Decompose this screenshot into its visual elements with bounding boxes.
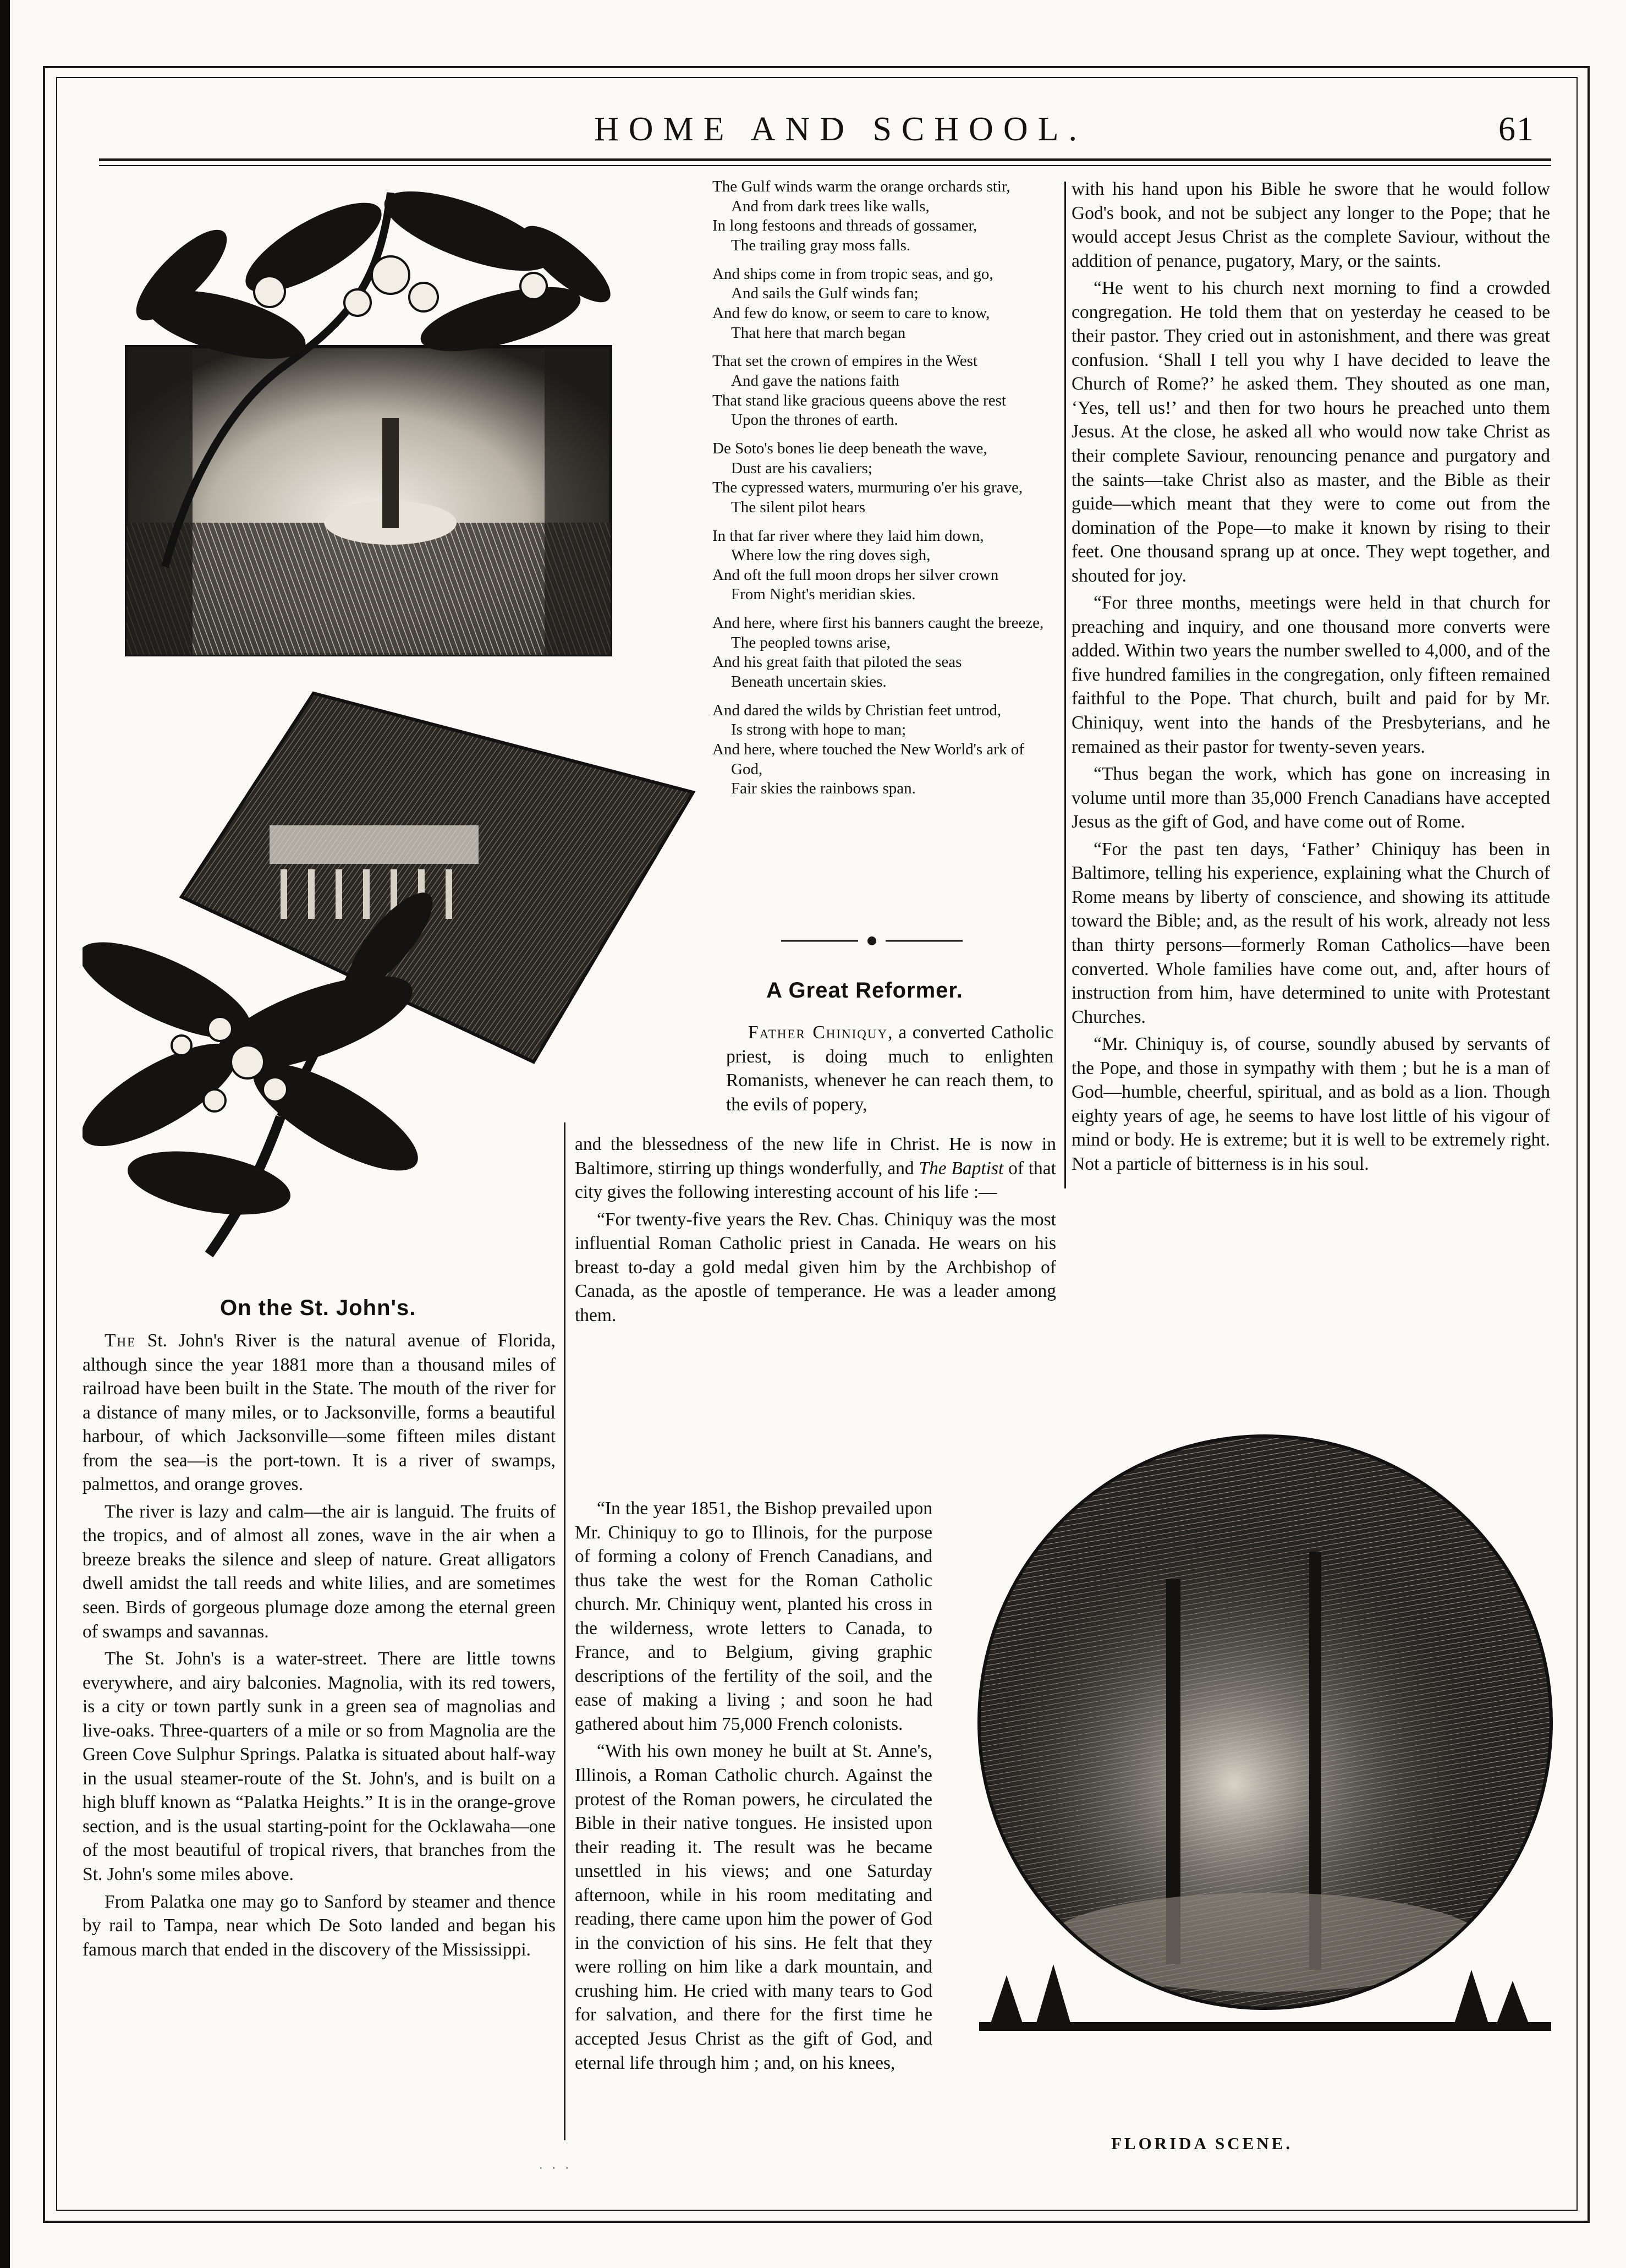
reformer-p1-b: and the blessedness of the new life in Christ. He is now in Baltimore, stirring up things wonderfully, and bbox=[575, 1134, 1056, 1179]
page-header bbox=[138, 105, 1568, 165]
lead-word: The bbox=[105, 1330, 136, 1351]
page-binding-edge bbox=[0, 0, 10, 2268]
poem-line: And gave the nations faith bbox=[731, 371, 900, 390]
poem-stanza bbox=[712, 527, 1053, 605]
poem-line: De Soto's bones lie deep beneath the wave, bbox=[712, 439, 987, 457]
poem-stanza bbox=[712, 352, 1053, 430]
reformer-paragraph: “For twenty-five years the Rev. Chas. Chiniquy was the most influential Roman Catholic priest in Canada. He wears on his breast to-day a gold medal given him by the Archbishop of Canada, as the apostle of temperance. He was a leader among them. bbox=[575, 1209, 1056, 1325]
column-rule-right bbox=[1064, 182, 1066, 1188]
poem-line: The trailing gray moss falls. bbox=[731, 236, 911, 254]
reformer-p1-c: of that city gives the following interesting account of his life :— bbox=[575, 1158, 1056, 1203]
poem-line: Fair skies the rainbows span. bbox=[731, 780, 916, 798]
poem-stanza bbox=[712, 177, 1053, 256]
poem-line: In long festoons and threads of gossamer, bbox=[712, 217, 977, 235]
poem-line: In that far river where they laid him down, bbox=[712, 527, 984, 545]
poem-line: That set the crown of empires in the West bbox=[712, 352, 977, 370]
orange-blossom-illustration bbox=[83, 182, 710, 1282]
reformer-column-c bbox=[1072, 177, 1550, 1179]
reformer-column-a bbox=[575, 1132, 1056, 1330]
poem-line: The silent pilot hears bbox=[731, 498, 866, 516]
poem-line: That here that march began bbox=[731, 324, 906, 342]
poem-line: From Night's meridian skies. bbox=[731, 585, 916, 604]
running-head: HOME AND SCHOOL. bbox=[594, 111, 1087, 148]
reformer-p1-a: , a converted Catholic priest, is doing much to enlighten Romanists, whenever he can reach them, to the evils of popery, bbox=[726, 1022, 1053, 1115]
poem-line: Dust are his cavaliers; bbox=[731, 459, 872, 477]
st-johns-paragraph: From Palatka one may go to Sanford by steamer and thence by rail to Tampa, near which De Soto landed and began his famous march that ended in the discovery of the Mississippi. bbox=[83, 1891, 556, 1960]
reformer-paragraph: “For three months, meetings were held in that church for preaching and inquiry, and one thousand more converts were added. Within two years the number swelled to 4,000, and of the five hundred families in the congregation, only fifteen remained faithful to the Pope. That church, built and paid for by Mr. Chiniquy, went into the hands of the Presbyterians, and he remained as their pastor for twenty-seven years. bbox=[1072, 593, 1550, 757]
reformer-paragraph: “He went to his church next morning to find a crowded congregation. He told them that on yesterday he ceased to be their pastor. They cried out in astonishment, and there was great confusion. ‘Shall I tell you why I have decided to leave the Church of Rome?’ he asked them. They shouted as one man, ‘Yes, tell us!’ and then for two hours he preached unto them Jesus. At the close, he asked all who would now take Christ as their complete Saviour, renouncing penance and purgatory and the saints—take Christ also as master, and the Bible as their guide—which meant that they were to come out from the domination of the Pope—to make it known by rising to their feet. One thousand sprang up at once. They wept together, and shouted for joy. bbox=[1072, 278, 1550, 586]
reformer-paragraph: “Mr. Chiniquy is, of course, soundly abused by servants of the Pope, and those in sympathy with them ; but he is a man of God—humble, cheerful, spiritual, and as bold as a lion. Though eighty years of age, he seems to have lost little of his vigour of mind or body. He is extreme; but it is well to be extremely right. Not a particle of bitterness is in his soul. bbox=[1072, 1034, 1550, 1174]
poem-line: And oft the full moon drops her silver crown bbox=[712, 566, 999, 584]
header-rule bbox=[99, 158, 1551, 161]
poem-line: And dared the wilds by Christian feet untrod, bbox=[712, 701, 1002, 719]
poem-line: And sails the Gulf winds fan; bbox=[731, 284, 919, 303]
poem-line: And from dark trees like walls, bbox=[731, 197, 930, 215]
reformer-paragraph: “For the past ten days, ‘Father’ Chiniquy has been in Baltimore, telling his experience, explaining what the Church of Rome means by liberty of conscience, and showing its attitude toward the Bible; and, as the result of his work, already not less than thirty persons—formerly Roman Catholics—have been converted. Whole families have come out, and, after hours of instruction from him, have determined to unite with Protestant Churches. bbox=[1072, 839, 1550, 1027]
reformer-paragraph: with his hand upon his Bible he swore that he would follow God's book, and not be subject any longer to the Pope; that he would accept Jesus Christ as the complete Saviour, without the addition of penance, pugatory, Mary, or the saints. bbox=[1072, 179, 1550, 271]
st-johns-column bbox=[83, 1329, 556, 1965]
article-title-st-johns: On the St. John's. bbox=[220, 1296, 416, 1320]
reformer-intro-narrow bbox=[726, 1021, 1053, 1116]
newspaper-name: The Baptist bbox=[919, 1158, 1004, 1179]
reformer-column-b bbox=[575, 1497, 932, 2078]
poem-line: And ships come in from tropic seas, and go, bbox=[712, 265, 993, 283]
poem-line: Beneath uncertain skies. bbox=[731, 673, 887, 691]
poem-line: That stand like gracious queens above the rest bbox=[712, 391, 1006, 409]
poem-line: And his great faith that piloted the seas bbox=[712, 653, 962, 671]
reformer-paragraph: “In the year 1851, the Bishop prevailed upon Mr. Chiniquy to go to Illinois, for the purpose of forming a colony of French Canadians, and thus take the west for the Roman Catholic church. Mr. Chiniquy went, planted his cross in the wilderness, wrote letters to Canada, to France, and to Belgium, giving graphic descriptions of the fertility of the soil, and the ease of making a living ; and soon he had gathered about him 75,000 French colonists. bbox=[575, 1498, 932, 1734]
page-number: 61 bbox=[1498, 111, 1535, 148]
poem-line: The Gulf winds warm the orange orchards stir, bbox=[712, 178, 1010, 195]
poem-line: And few do know, or seem to care to know, bbox=[712, 304, 990, 322]
page-foot-marks: · · · bbox=[539, 2162, 572, 2174]
poem-line: Upon the thrones of earth. bbox=[731, 411, 898, 429]
reformer-paragraph: “With his own money he built at St. Anne's, Illinois, a Roman Catholic church. Against the protest of the Roman powers, he circulated the Bible in their native tongues. He insisted upon their reading it. The result was he became unsettled in his views; and one Saturday afternoon, while in his room meditating and reading, there came upon him the power of God in the conviction of his sins. He felt that they were rolling on him like a dark mountain, and crushing him. He cried with many tears to God for salvation, and there for the first time he accepted Jesus Christ as the gift of God, and eternal life through him ; and, on his knees, bbox=[575, 1741, 932, 2073]
poem-line: The cypressed waters, murmuring o'er his grave, bbox=[712, 479, 1023, 497]
poem-stanza bbox=[712, 613, 1053, 692]
poem bbox=[712, 177, 1053, 808]
st-johns-p1: St. John's River is the natural avenue of Florida, although since the year 1881 more than a thousand miles of railroad have been built in the State. The mouth of the river for a distance of many miles, or to Jacksonville, forms a beautiful harbour, of which Jacksonville—some fifteen miles distant from the sea—is the port-town. It is a river of swamps, palmettos, and orange groves. bbox=[83, 1330, 556, 1495]
poem-line: Is strong with hope to man; bbox=[731, 721, 907, 739]
st-johns-paragraph: The St. John's is a water-street. There are little towns everywhere, and airy balconies. Magnolia, with its red towers, is a city or town partly sunk in a green sea of magnolias and live-oaks. Three-quarters of a mile or so from Magnolia are the Green Cove Sulphur Springs. Palatka is situated about half-way in the usual steamer-route of the St. John's, and is built on a high bluff known as “Palatka Heights.” It is in the orange-grove section, and is the usual starting-point for the Ocklawaha—one of the most beautiful of tropical rivers, that branches from the St. John's some miles above. bbox=[83, 1648, 556, 1885]
section-divider-ornament bbox=[781, 935, 963, 946]
florida-scene-illustration bbox=[957, 1414, 1573, 2135]
poem-line: And here, where first his banners caught the breeze, bbox=[712, 614, 1044, 632]
article-title-reformer: A Great Reformer. bbox=[766, 978, 963, 1002]
illustration-caption: FLORIDA SCENE. bbox=[1111, 2134, 1293, 2153]
poem-stanza bbox=[712, 701, 1053, 799]
poem-stanza bbox=[712, 265, 1053, 343]
reformer-paragraph: “Thus began the work, which has gone on increasing in volume until more than 35,000 French Canadians have accepted Jesus as the gift of God, and have come out of Rome. bbox=[1072, 764, 1550, 832]
poem-line: The peopled towns arise, bbox=[731, 633, 891, 651]
st-johns-paragraph: The river is lazy and calm—the air is languid. The fruits of the tropics, and of almost all zones, wave in the air when a breeze breaks the silence and sleep of nature. Great alligators dwell amidst the tall reeds and white lilies, and are sometimes seen. Birds of gorgeous plumage doze among the eternal green of swamps and savannas. bbox=[83, 1501, 556, 1642]
poem-line: And here, where touched the New World's ark of God, bbox=[712, 741, 1024, 778]
poem-stanza bbox=[712, 439, 1053, 518]
lead-name: Father Chiniquy bbox=[748, 1022, 888, 1043]
header-rule-thin bbox=[99, 165, 1551, 166]
poem-line: Where low the ring doves sigh, bbox=[731, 546, 931, 565]
